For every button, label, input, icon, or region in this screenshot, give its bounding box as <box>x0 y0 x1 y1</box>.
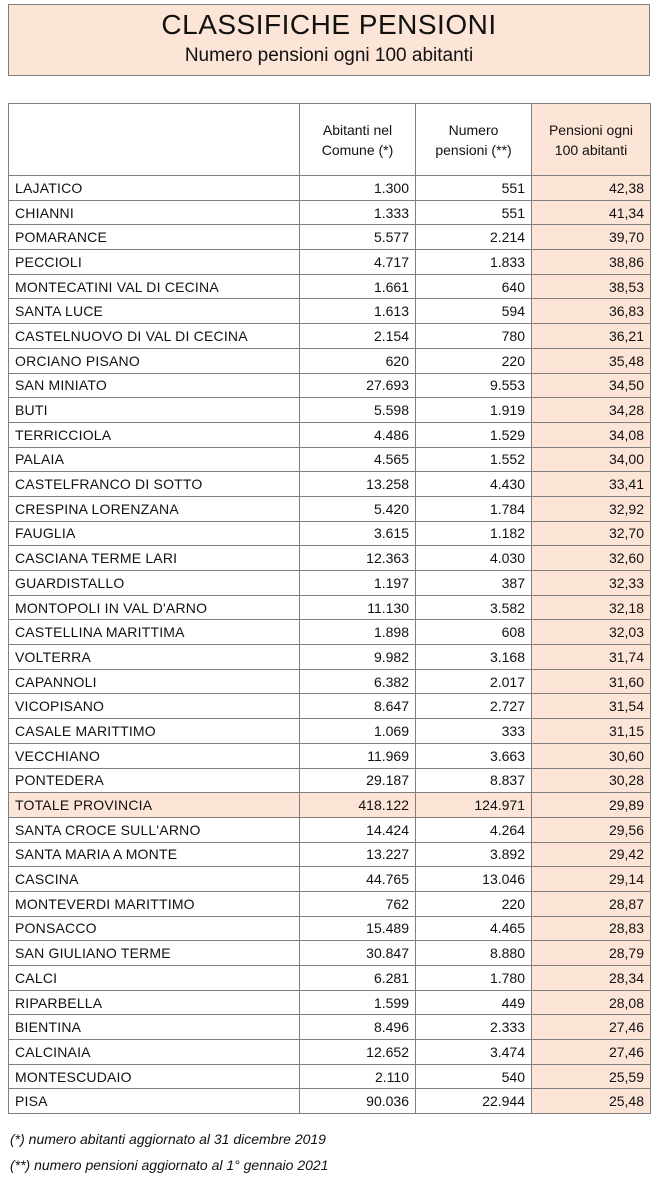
cell-ogni100: 38,53 <box>532 274 651 299</box>
pensions-table <box>8 103 651 1114</box>
cell-abitanti: 1.599 <box>300 990 416 1015</box>
cell-ogni100: 31,60 <box>532 669 651 694</box>
cell-comune: CASCIANA TERME LARI <box>9 546 300 571</box>
cell-comune: ORCIANO PISANO <box>9 348 300 373</box>
cell-abitanti: 2.154 <box>300 324 416 349</box>
cell-ogni100: 28,08 <box>532 990 651 1015</box>
cell-abitanti: 620 <box>300 348 416 373</box>
cell-pensioni: 4.430 <box>416 472 532 497</box>
cell-ogni100: 29,14 <box>532 867 651 892</box>
cell-abitanti: 8.496 <box>300 1015 416 1040</box>
cell-comune: PECCIOLI <box>9 250 300 275</box>
cell-abitanti: 5.420 <box>300 496 416 521</box>
cell-comune: PONTEDERA <box>9 768 300 793</box>
cell-pensioni: 1.529 <box>416 422 532 447</box>
header-ogni100-line2: 100 abitanti <box>554 141 628 158</box>
cell-abitanti: 13.227 <box>300 842 416 867</box>
cell-pensioni: 3.474 <box>416 1040 532 1065</box>
cell-abitanti: 11.969 <box>300 743 416 768</box>
cell-comune: SAN MINIATO <box>9 373 300 398</box>
cell-pensioni: 594 <box>416 299 532 324</box>
cell-comune: CALCINAIA <box>9 1040 300 1065</box>
table-row <box>9 941 651 966</box>
table-row <box>9 546 651 571</box>
cell-ogni100: 32,03 <box>532 620 651 645</box>
cell-ogni100: 25,59 <box>532 1064 651 1089</box>
cell-ogni100: 39,70 <box>532 225 651 250</box>
cell-ogni100: 35,48 <box>532 348 651 373</box>
cell-pensioni: 3.663 <box>416 743 532 768</box>
footnote-pensioni: (**) numero pensioni aggiornato al 1° gennaio 2021 <box>10 1157 329 1173</box>
cell-ogni100: 31,54 <box>532 694 651 719</box>
cell-abitanti: 418.122 <box>300 793 416 818</box>
cell-pensioni: 22.944 <box>416 1089 532 1114</box>
cell-pensioni: 124.971 <box>416 793 532 818</box>
cell-ogni100: 38,86 <box>532 250 651 275</box>
header-pensioni-line2: pensioni (**) <box>435 141 512 158</box>
cell-pensioni: 540 <box>416 1064 532 1089</box>
cell-pensioni: 4.465 <box>416 916 532 941</box>
cell-abitanti: 13.258 <box>300 472 416 497</box>
cell-pensioni: 551 <box>416 200 532 225</box>
cell-pensioni: 4.264 <box>416 817 532 842</box>
cell-pensioni: 1.182 <box>416 521 532 546</box>
cell-abitanti: 12.652 <box>300 1040 416 1065</box>
cell-abitanti: 30.847 <box>300 941 416 966</box>
cell-comune: CAPANNOLI <box>9 669 300 694</box>
cell-abitanti: 15.489 <box>300 916 416 941</box>
page-subtitle: Numero pensioni ogni 100 abitanti <box>184 45 474 66</box>
cell-ogni100: 32,70 <box>532 521 651 546</box>
cell-pensioni: 2.017 <box>416 669 532 694</box>
cell-ogni100: 36,21 <box>532 324 651 349</box>
cell-ogni100: 32,18 <box>532 595 651 620</box>
cell-abitanti: 44.765 <box>300 867 416 892</box>
cell-comune: VICOPISANO <box>9 694 300 719</box>
cell-ogni100: 25,48 <box>532 1089 651 1114</box>
cell-abitanti: 12.363 <box>300 546 416 571</box>
cell-ogni100: 30,60 <box>532 743 651 768</box>
cell-abitanti: 762 <box>300 891 416 916</box>
cell-pensioni: 333 <box>416 719 532 744</box>
table-row <box>9 496 651 521</box>
footnote-abitanti: (*) numero abitanti aggiornato al 31 dicembre 2019 <box>10 1131 326 1147</box>
table-body <box>9 176 651 1114</box>
cell-abitanti: 1.661 <box>300 274 416 299</box>
header-abitanti <box>300 104 416 176</box>
cell-abitanti: 1.613 <box>300 299 416 324</box>
cell-comune: RIPARBELLA <box>9 990 300 1015</box>
cell-comune: SAN GIULIANO TERME <box>9 941 300 966</box>
cell-comune: POMARANCE <box>9 225 300 250</box>
cell-comune: FAUGLIA <box>9 521 300 546</box>
cell-pensioni: 3.892 <box>416 842 532 867</box>
cell-pensioni: 1.552 <box>416 447 532 472</box>
cell-pensioni: 1.784 <box>416 496 532 521</box>
cell-comune: CASALE MARITTIMO <box>9 719 300 744</box>
table-row <box>9 472 651 497</box>
cell-abitanti: 5.598 <box>300 398 416 423</box>
cell-abitanti: 9.982 <box>300 645 416 670</box>
cell-comune: TOTALE PROVINCIA <box>9 793 300 818</box>
table-row <box>9 1089 651 1114</box>
cell-ogni100: 42,38 <box>532 176 651 201</box>
cell-ogni100: 32,92 <box>532 496 651 521</box>
cell-pensioni: 220 <box>416 348 532 373</box>
cell-ogni100: 33,41 <box>532 472 651 497</box>
cell-comune: CALCI <box>9 966 300 991</box>
cell-ogni100: 32,60 <box>532 546 651 571</box>
table-row <box>9 1015 651 1040</box>
table-row <box>9 200 651 225</box>
title-box <box>8 4 650 76</box>
cell-pensioni: 9.553 <box>416 373 532 398</box>
table-row <box>9 595 651 620</box>
cell-abitanti: 29.187 <box>300 768 416 793</box>
table-row <box>9 817 651 842</box>
table-row-total <box>9 793 651 818</box>
cell-abitanti: 1.300 <box>300 176 416 201</box>
header-pensioni-line1: Numero <box>448 121 499 138</box>
cell-ogni100: 34,08 <box>532 422 651 447</box>
header-pensioni <box>416 104 532 176</box>
cell-comune: SANTA LUCE <box>9 299 300 324</box>
cell-comune: SANTA MARIA A MONTE <box>9 842 300 867</box>
table-row <box>9 571 651 596</box>
cell-abitanti: 4.565 <box>300 447 416 472</box>
cell-ogni100: 36,83 <box>532 299 651 324</box>
cell-abitanti: 3.615 <box>300 521 416 546</box>
cell-pensioni: 780 <box>416 324 532 349</box>
cell-pensioni: 13.046 <box>416 867 532 892</box>
cell-pensioni: 2.214 <box>416 225 532 250</box>
table-row <box>9 225 651 250</box>
cell-abitanti: 6.281 <box>300 966 416 991</box>
cell-abitanti: 4.717 <box>300 250 416 275</box>
table-row <box>9 422 651 447</box>
cell-ogni100: 29,89 <box>532 793 651 818</box>
cell-pensioni: 3.582 <box>416 595 532 620</box>
table-row <box>9 447 651 472</box>
cell-ogni100: 29,56 <box>532 817 651 842</box>
cell-pensioni: 3.168 <box>416 645 532 670</box>
cell-comune: CASTELFRANCO DI SOTTO <box>9 472 300 497</box>
cell-abitanti: 8.647 <box>300 694 416 719</box>
cell-pensioni: 4.030 <box>416 546 532 571</box>
cell-comune: PISA <box>9 1089 300 1114</box>
cell-comune: BIENTINA <box>9 1015 300 1040</box>
cell-abitanti: 11.130 <box>300 595 416 620</box>
cell-comune: PONSACCO <box>9 916 300 941</box>
table-row <box>9 250 651 275</box>
cell-ogni100: 28,83 <box>532 916 651 941</box>
table-row <box>9 645 651 670</box>
cell-ogni100: 32,33 <box>532 571 651 596</box>
page-title: CLASSIFICHE PENSIONI <box>161 9 497 40</box>
header-abitanti-line2: Comune (*) <box>321 141 394 158</box>
cell-abitanti: 1.197 <box>300 571 416 596</box>
header-abitanti-line1: Abitanti nel <box>322 121 393 138</box>
cell-abitanti: 1.069 <box>300 719 416 744</box>
cell-comune: GUARDISTALLO <box>9 571 300 596</box>
header-ogni100 <box>532 104 651 176</box>
cell-pensioni: 449 <box>416 990 532 1015</box>
header-ogni100-line1: Pensioni ogni <box>548 121 634 138</box>
cell-ogni100: 28,87 <box>532 891 651 916</box>
table-row <box>9 521 651 546</box>
cell-pensioni: 1.919 <box>416 398 532 423</box>
cell-ogni100: 27,46 <box>532 1015 651 1040</box>
cell-comune: CASCINA <box>9 867 300 892</box>
cell-ogni100: 34,50 <box>532 373 651 398</box>
table-row <box>9 990 651 1015</box>
table-row <box>9 373 651 398</box>
cell-abitanti: 14.424 <box>300 817 416 842</box>
cell-comune: MONTECATINI VAL DI CECINA <box>9 274 300 299</box>
cell-ogni100: 41,34 <box>532 200 651 225</box>
cell-abitanti: 27.693 <box>300 373 416 398</box>
cell-ogni100: 28,79 <box>532 941 651 966</box>
table-row <box>9 768 651 793</box>
cell-comune: VOLTERRA <box>9 645 300 670</box>
cell-comune: CRESPINA LORENZANA <box>9 496 300 521</box>
cell-comune: CASTELLINA MARITTIMA <box>9 620 300 645</box>
cell-pensioni: 608 <box>416 620 532 645</box>
table-row <box>9 743 651 768</box>
cell-pensioni: 551 <box>416 176 532 201</box>
cell-ogni100: 29,42 <box>532 842 651 867</box>
cell-abitanti: 90.036 <box>300 1089 416 1114</box>
cell-ogni100: 31,74 <box>532 645 651 670</box>
cell-pensioni: 1.833 <box>416 250 532 275</box>
cell-abitanti: 5.577 <box>300 225 416 250</box>
table-row <box>9 324 651 349</box>
cell-abitanti: 4.486 <box>300 422 416 447</box>
cell-comune: TERRICCIOLA <box>9 422 300 447</box>
cell-comune: MONTOPOLI IN VAL D'ARNO <box>9 595 300 620</box>
cell-pensioni: 8.880 <box>416 941 532 966</box>
cell-comune: MONTEVERDI MARITTIMO <box>9 891 300 916</box>
table-row <box>9 891 651 916</box>
cell-pensioni: 1.780 <box>416 966 532 991</box>
header-comune <box>9 104 300 176</box>
cell-ogni100: 31,15 <box>532 719 651 744</box>
table-row <box>9 842 651 867</box>
cell-pensioni: 2.333 <box>416 1015 532 1040</box>
cell-comune: PALAIA <box>9 447 300 472</box>
cell-pensioni: 387 <box>416 571 532 596</box>
table-row <box>9 916 651 941</box>
cell-comune: VECCHIANO <box>9 743 300 768</box>
cell-pensioni: 8.837 <box>416 768 532 793</box>
cell-comune: MONTESCUDAIO <box>9 1064 300 1089</box>
cell-comune: SANTA CROCE SULL'ARNO <box>9 817 300 842</box>
cell-ogni100: 28,34 <box>532 966 651 991</box>
cell-ogni100: 30,28 <box>532 768 651 793</box>
cell-comune: CHIANNI <box>9 200 300 225</box>
table-row <box>9 966 651 991</box>
table-header-row <box>9 104 651 176</box>
cell-comune: BUTI <box>9 398 300 423</box>
cell-pensioni: 2.727 <box>416 694 532 719</box>
table-row <box>9 1064 651 1089</box>
table-row <box>9 867 651 892</box>
table-row <box>9 398 651 423</box>
table-row <box>9 348 651 373</box>
table-row <box>9 669 651 694</box>
cell-abitanti: 1.898 <box>300 620 416 645</box>
cell-ogni100: 27,46 <box>532 1040 651 1065</box>
table-row <box>9 1040 651 1065</box>
cell-ogni100: 34,28 <box>532 398 651 423</box>
table-row <box>9 299 651 324</box>
cell-comune: CASTELNUOVO DI VAL DI CECINA <box>9 324 300 349</box>
cell-abitanti: 6.382 <box>300 669 416 694</box>
cell-pensioni: 220 <box>416 891 532 916</box>
table-row <box>9 620 651 645</box>
cell-comune: LAJATICO <box>9 176 300 201</box>
table-row <box>9 274 651 299</box>
table-row <box>9 719 651 744</box>
cell-ogni100: 34,00 <box>532 447 651 472</box>
cell-abitanti: 1.333 <box>300 200 416 225</box>
cell-abitanti: 2.110 <box>300 1064 416 1089</box>
cell-pensioni: 640 <box>416 274 532 299</box>
table-row <box>9 694 651 719</box>
table-row <box>9 176 651 201</box>
